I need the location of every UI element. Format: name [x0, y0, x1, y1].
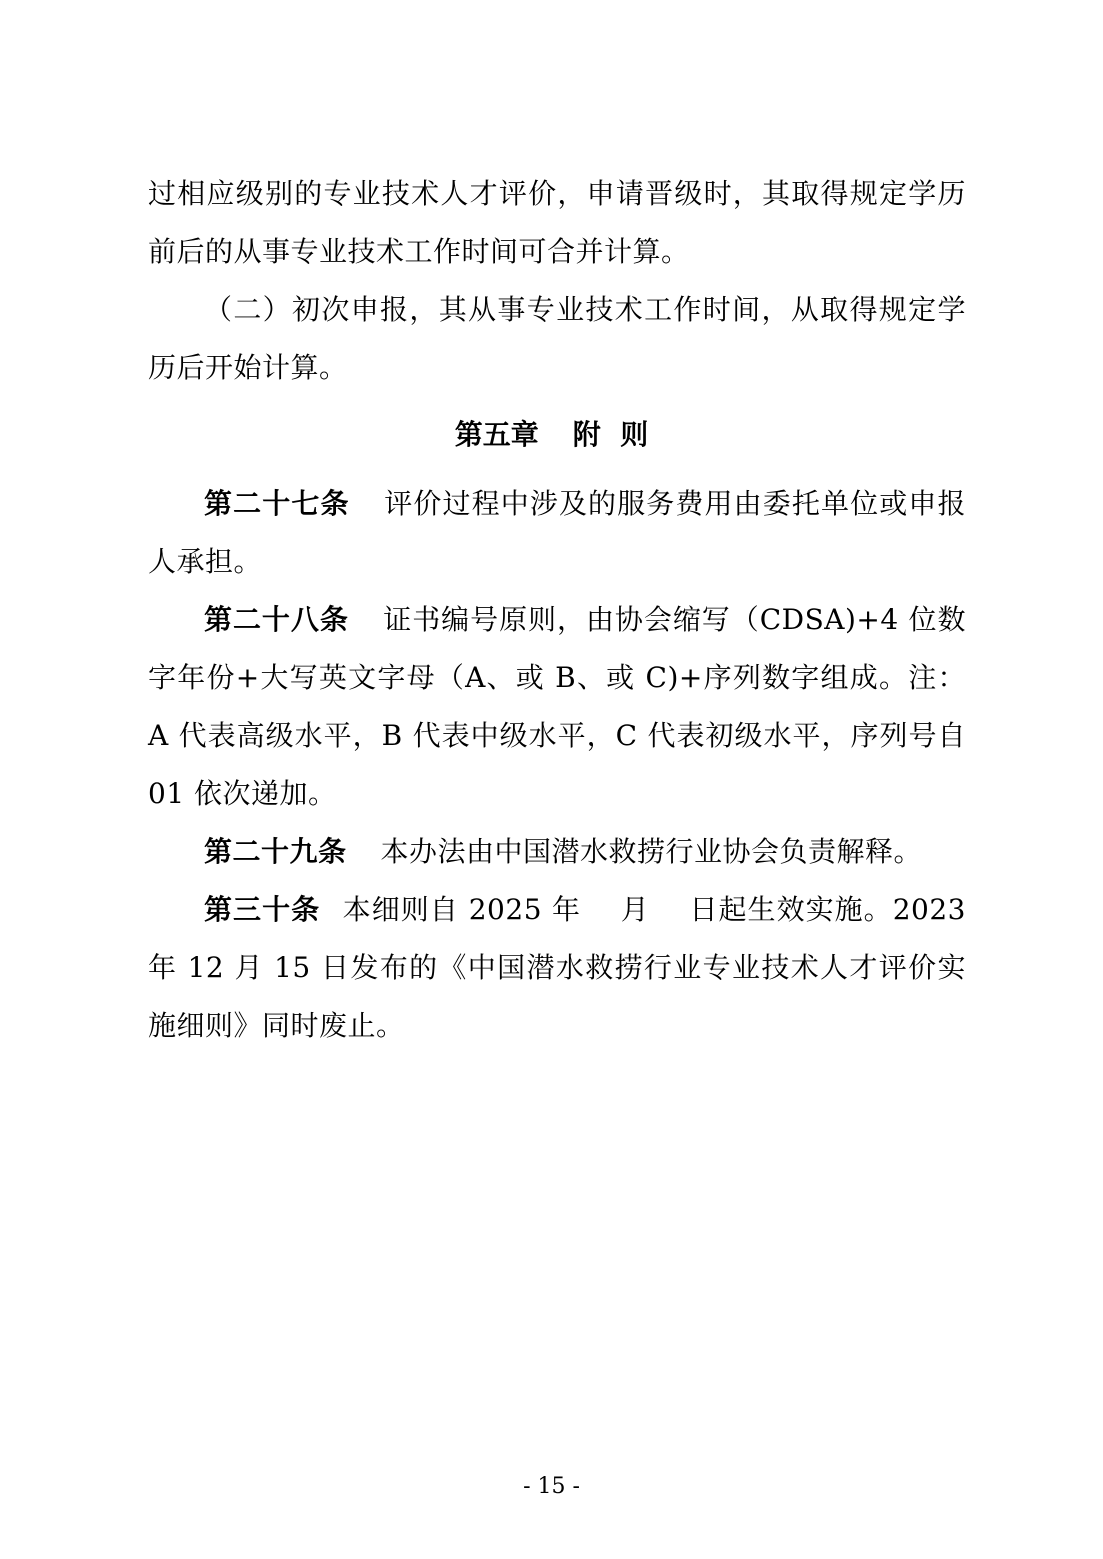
paragraph-continued: 过相应级别的专业技术人才评价，申请晋级时，其取得规定学历前后的从事专业技术工作时间可合并计算。	[148, 177, 966, 268]
article-28	[148, 591, 966, 823]
article-29	[148, 823, 966, 881]
article-text: 评价过程中涉及的服务费用由委托单位或申报人承担。	[148, 487, 966, 578]
page-number: - 15 -	[523, 1474, 580, 1499]
article-text: 证书编号原则，由协会缩写（CDSA)+4 位数字年份+大写英文字母（A、或 B、或 C)+序列数字组成。注：A 代表高级水平，B 代表中级水平，C 代表初级水平，序列号自 01 依次递加。	[148, 603, 966, 810]
section-intro	[148, 165, 966, 397]
chapter-number: 第五章	[454, 418, 539, 451]
article-label: 第二十八条	[204, 603, 349, 636]
article-30	[148, 881, 976, 1055]
chapter-heading	[0, 410, 1103, 460]
articles-section	[148, 475, 976, 1055]
chapter-name: 附 则	[572, 418, 649, 451]
article-text: 本细则自 2025 年 月 日起生效实施。2023 年 12 月 15 日发布的《中国潜水救捞行业专业技术人才评价实施细则》同时废止。	[148, 893, 976, 1042]
paragraph-initial-application: （二）初次申报，其从事专业技术工作时间，从取得规定学历后开始计算。	[148, 293, 966, 384]
article-label: 第二十七条	[204, 487, 350, 520]
article-label: 第三十条	[204, 893, 321, 926]
article-27	[148, 475, 966, 591]
article-label: 第二十九条	[204, 835, 347, 868]
article-text: 本办法由中国潜水救捞行业协会负责解释。	[380, 835, 923, 868]
